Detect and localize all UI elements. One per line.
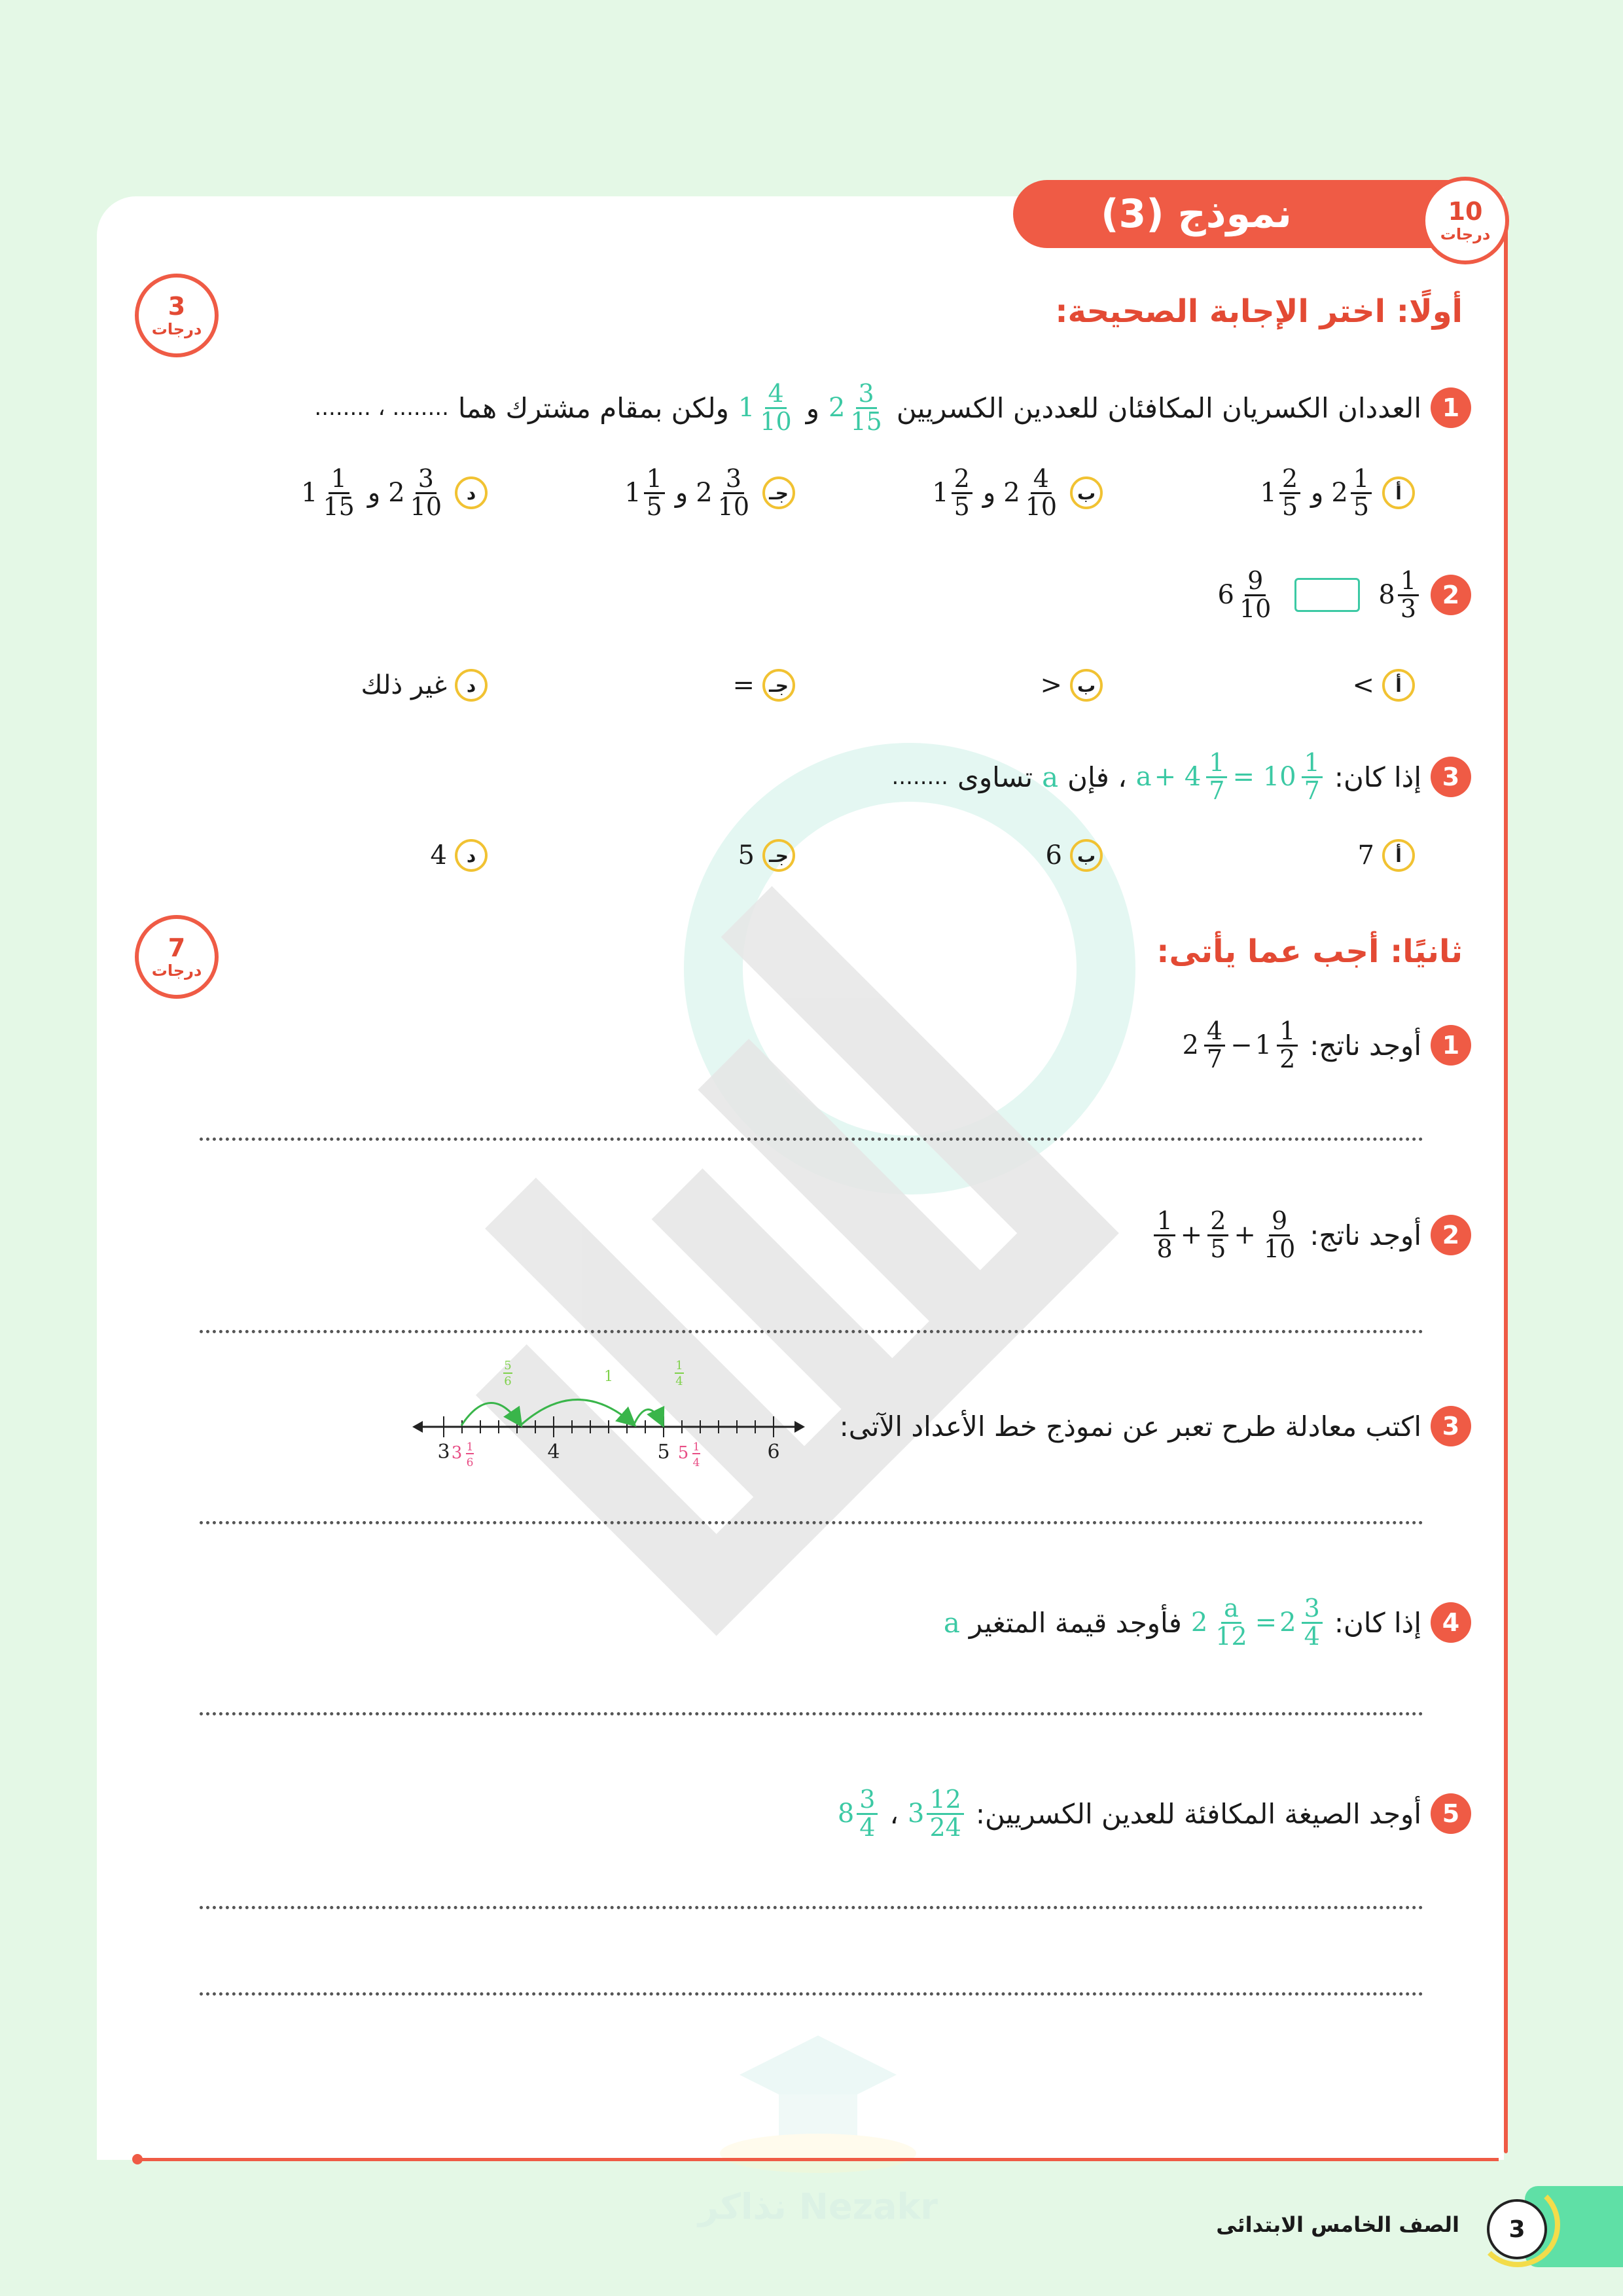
fraction-numerator: 4 (1204, 1018, 1225, 1047)
mixed-whole: 8 (1378, 580, 1395, 611)
jump-label-3-den: 4 (675, 1374, 683, 1388)
mixed-whole: 2 (1003, 478, 1020, 509)
operator: + (1180, 1220, 1203, 1251)
option-letter: د (455, 476, 488, 509)
option-letter: ب (1070, 669, 1103, 702)
s1q2-option-c[interactable] (732, 669, 795, 702)
mixed-whole: 6 (1217, 580, 1234, 611)
fraction (644, 466, 665, 520)
option-letter: جـ (762, 476, 795, 509)
s1q2-option-a[interactable] (1352, 669, 1415, 702)
fraction (757, 381, 794, 435)
option-letter: جـ (762, 669, 795, 702)
page-number: 3 (1487, 2199, 1547, 2259)
question-text: أوجد ناتج: (1310, 1029, 1421, 1062)
fraction-denominator: 5 (954, 492, 970, 521)
fraction (1302, 1596, 1323, 1650)
fraction-numerator: 1 (1154, 1208, 1175, 1236)
fraction-numerator: 1 (1398, 568, 1419, 596)
fraction (321, 466, 357, 520)
fraction-numerator: 1 (329, 466, 349, 494)
footer-grade: الصف الخامس الابتدائى (1216, 2212, 1459, 2237)
page-title: نموذج (3) (1101, 191, 1292, 237)
s1q1-option-a[interactable] (1260, 466, 1415, 520)
fraction (1206, 750, 1227, 804)
fraction (847, 381, 884, 435)
equals-sign: = (1255, 1607, 1277, 1638)
fraction (1261, 1208, 1298, 1263)
fraction-numerator: 3 (416, 466, 437, 494)
fraction (1204, 1018, 1225, 1073)
fraction (1023, 466, 1060, 520)
fraction-numerator: 4 (765, 381, 786, 409)
fraction-denominator: 10 (1025, 492, 1057, 521)
answer-blank: ........ ، ........ (314, 395, 449, 422)
fraction-numerator: 1 (1302, 750, 1323, 778)
mixed-whole: 2 (1182, 1030, 1199, 1061)
fraction-denominator: 10 (410, 492, 442, 521)
jump-arc-2 (520, 1399, 633, 1426)
fraction-denominator: 7 (1209, 776, 1225, 805)
s1-question-3 (891, 750, 1471, 804)
fraction (1351, 466, 1372, 520)
comparison-answer-box[interactable] (1294, 578, 1360, 612)
option-letter: جـ (762, 839, 795, 872)
fraction-numerator: 2 (1207, 1208, 1228, 1236)
answer-line[interactable] (200, 1992, 1423, 1996)
question-number: 3 (1431, 757, 1471, 797)
fraction-numerator: 1 (1206, 750, 1227, 778)
fraction-denominator: 5 (1353, 492, 1369, 521)
option-letter: أ (1382, 669, 1415, 702)
section2-score-badge (135, 915, 219, 999)
fraction-numerator: 9 (1245, 568, 1266, 596)
fraction (857, 1787, 878, 1841)
s1q2-option-d[interactable] (361, 669, 488, 702)
nezakr-logo-watermark (681, 2022, 955, 2238)
mixed-whole: 2 (1190, 1607, 1208, 1638)
fraction-numerator: 4 (1031, 466, 1052, 494)
separator: ، (889, 1797, 899, 1830)
nezakr-logo-text: Nezakr نذاكر (698, 2186, 938, 2227)
s1q3-option-c[interactable] (738, 839, 795, 872)
mixed-whole: 2 (1279, 1607, 1296, 1638)
fraction-numerator: 3 (856, 381, 877, 409)
option-value: > (1352, 670, 1374, 700)
jump-label-1-num: 5 (504, 1359, 512, 1372)
s1q3-option-b[interactable] (1046, 839, 1103, 872)
mixed-number (1260, 466, 1303, 520)
fraction-denominator: 5 (646, 492, 662, 521)
mixed-whole: 3 (908, 1799, 925, 1829)
mixed-whole: 8 (837, 1799, 855, 1829)
jump-label-2: 1 (604, 1369, 613, 1385)
option-letter: ب (1070, 839, 1103, 872)
tick-label-3: 3 (437, 1441, 450, 1463)
watermark-logo (281, 733, 1198, 1715)
fraction-numerator: 1 (1277, 1018, 1298, 1047)
jump-label-3-num: 1 (675, 1359, 683, 1372)
fraction-denominator: 10 (717, 492, 749, 521)
start-label-den: 6 (466, 1456, 474, 1469)
fraction-denominator: 15 (850, 406, 882, 436)
jump-label-1-den: 6 (504, 1374, 512, 1388)
fraction (1207, 1208, 1228, 1263)
question-text: أوجد الصيغة المكافئة للعدين الكسريين: (975, 1797, 1421, 1830)
question-text: اكتب معادلة طرح تعبر عن نموذج خط الأعداد الآتى: (839, 1410, 1421, 1443)
question-number: 5 (1431, 1793, 1471, 1834)
section2-score-value: 7 (168, 933, 186, 962)
fraction-denominator: 5 (1210, 1234, 1226, 1263)
question-number: 3 (1431, 1406, 1471, 1446)
tick-label-6: 6 (767, 1441, 780, 1463)
fraction-numerator: 2 (952, 466, 972, 494)
fraction (715, 466, 752, 520)
answer-line[interactable] (200, 1521, 1423, 1524)
variable: a (1042, 761, 1059, 793)
option-letter: د (455, 669, 488, 702)
and-word: و (982, 478, 996, 509)
fraction-denominator: 3 (1400, 594, 1416, 623)
mixed-whole: 1 (301, 478, 318, 509)
mixed-number (908, 1787, 967, 1841)
s2-question-4 (944, 1596, 1471, 1650)
answer-line[interactable] (200, 1138, 1423, 1141)
fraction (1237, 568, 1274, 622)
section1-score-badge (135, 274, 219, 357)
option-letter: أ (1382, 476, 1415, 509)
fraction-denominator: 5 (1281, 492, 1298, 521)
variable: a (943, 1606, 960, 1639)
mixed-whole: 1 (1260, 478, 1277, 509)
footer-divider (137, 2158, 1499, 2161)
option-letter: ب (1070, 476, 1103, 509)
jump-arc-3 (633, 1409, 662, 1426)
and-word: و (675, 478, 688, 509)
fraction-denominator: 10 (1240, 594, 1272, 623)
jump-arc-1 (461, 1403, 520, 1426)
equation-term: = 10 (1232, 762, 1296, 793)
s2-question-1 (1182, 1018, 1471, 1073)
mixed-whole: 2 (829, 393, 846, 423)
answer-blank: ........ (891, 764, 948, 791)
s2-question-2 (1151, 1208, 1471, 1263)
footer-divider-dot (132, 2154, 143, 2164)
option-value: 6 (1045, 840, 1062, 870)
fraction (927, 1787, 963, 1841)
fraction-denominator: 4 (1304, 1621, 1320, 1651)
mixed-number (1331, 466, 1374, 520)
question-text: إذا كان: (1334, 761, 1421, 793)
option-value: 7 (1357, 840, 1374, 870)
mixed-whole: 1 (932, 478, 949, 509)
mixed-number (301, 466, 360, 520)
expression (1151, 1208, 1300, 1263)
mixed-whole: 2 (388, 478, 405, 509)
answer-line[interactable] (200, 1906, 1423, 1909)
start-label-whole: 3 (451, 1443, 463, 1463)
s2-question-3 (840, 1406, 1471, 1446)
mixed-number (932, 466, 975, 520)
question-text: ولكن بمقام مشترك هما (457, 391, 729, 424)
fraction-denominator: 15 (323, 492, 355, 521)
fraction-numerator: 9 (1269, 1208, 1290, 1236)
answer-line[interactable] (200, 1712, 1423, 1715)
option-value: 5 (738, 840, 755, 870)
section2-title: ثانيًا: أجب عما يأتى: (1156, 933, 1463, 970)
fraction-denominator: 4 (859, 1812, 876, 1842)
option-value: غير ذلك (361, 670, 447, 700)
question-number: 4 (1431, 1602, 1471, 1643)
and-word: و (1311, 478, 1324, 509)
fraction-denominator: 2 (1279, 1044, 1296, 1073)
question-text: ، فإن (1067, 761, 1127, 793)
mixed-number (696, 466, 755, 520)
question-text: أوجد ناتج: (1310, 1219, 1421, 1251)
frame-right-border (1504, 216, 1508, 2153)
fraction-denominator: 10 (1263, 1234, 1296, 1263)
mixed-whole: 1 (1255, 1030, 1272, 1061)
mixed-number (738, 381, 797, 435)
mixed-number (838, 1787, 881, 1841)
option-letter: د (455, 839, 488, 872)
answer-line[interactable] (200, 1330, 1423, 1333)
tick-label-5: 5 (657, 1441, 670, 1463)
section1-score-value: 3 (168, 292, 186, 321)
s1q1-option-b[interactable] (932, 466, 1103, 520)
total-score-value: 10 (1448, 197, 1483, 226)
option-value: 4 (430, 840, 447, 870)
fraction-denominator: 7 (1206, 1044, 1223, 1073)
fraction (1213, 1596, 1249, 1650)
s1q3-option-a[interactable] (1358, 839, 1415, 872)
section1-title: أولًا: اختر الإجابة الصحيحة: (1055, 293, 1463, 330)
fraction-numerator: 2 (1279, 466, 1300, 494)
number-line (406, 1348, 812, 1486)
fraction-numerator: 1 (1351, 466, 1372, 494)
mixed-whole: 1 (738, 393, 755, 423)
start-label-num: 1 (466, 1441, 474, 1454)
question-text: تساوى (957, 761, 1033, 793)
fraction (1154, 1208, 1175, 1263)
fraction (1279, 466, 1300, 520)
fraction-numerator: 3 (1302, 1596, 1323, 1624)
equation (1136, 750, 1325, 804)
fraction (1398, 568, 1419, 622)
mixed-whole: 2 (1331, 478, 1348, 509)
fraction-numerator: a (1221, 1596, 1241, 1624)
mixed-number (1003, 466, 1062, 520)
and-word: و (367, 478, 381, 509)
total-score-unit: درجات (1440, 225, 1491, 243)
and-word: و (806, 391, 820, 424)
question-number: 1 (1431, 387, 1471, 428)
fraction-denominator: 10 (760, 406, 792, 436)
mixed-number (1378, 568, 1421, 622)
end-label-den: 4 (692, 1456, 700, 1469)
s1q2-option-b[interactable] (1040, 669, 1103, 702)
fraction (408, 466, 444, 520)
fraction-denominator: 24 (929, 1812, 961, 1842)
question-number: 1 (1431, 1025, 1471, 1066)
fraction-numerator: 3 (857, 1787, 878, 1815)
fraction-denominator: 8 (1156, 1234, 1173, 1263)
s1q3-option-d[interactable] (431, 839, 488, 872)
fraction-numerator: 3 (723, 466, 744, 494)
fraction (1277, 1018, 1298, 1073)
left-arrowhead-icon (412, 1421, 423, 1433)
fraction (1302, 750, 1323, 804)
fraction-numerator: 1 (644, 466, 665, 494)
expression (1182, 1018, 1300, 1073)
section2-score-unit: درجات (151, 961, 202, 980)
total-score-badge (1421, 177, 1509, 264)
equation (1191, 1596, 1325, 1650)
right-arrowhead-icon (794, 1421, 805, 1433)
mixed-number (388, 466, 447, 520)
s1q1-option-c[interactable] (624, 466, 795, 520)
question-text: إذا كان: (1334, 1606, 1421, 1639)
s1-question-1 (314, 381, 1471, 435)
mixed-number (624, 466, 668, 520)
fraction (952, 466, 972, 520)
operator: + (1234, 1220, 1256, 1251)
mixed-number (1218, 568, 1277, 622)
fraction-numerator: 12 (927, 1787, 963, 1815)
option-letter: أ (1382, 839, 1415, 872)
mixed-whole: 2 (696, 478, 713, 509)
question-number: 2 (1431, 575, 1471, 615)
s1-question-2 (1218, 568, 1471, 622)
operator: − (1230, 1030, 1253, 1061)
option-value: < (1040, 670, 1062, 700)
question-text: العددان الكسريان المكافئان للعددين الكسريين (896, 391, 1421, 424)
end-label-num: 1 (692, 1441, 700, 1454)
equation-variable: a (1135, 762, 1152, 793)
tick-label-4: 4 (547, 1441, 560, 1463)
question-text: فأوجد قيمة المتغير (969, 1606, 1182, 1639)
fraction-denominator: 12 (1215, 1621, 1247, 1651)
mixed-whole: 1 (624, 478, 641, 509)
option-value: = (732, 670, 755, 700)
end-label-whole: 5 (677, 1443, 689, 1463)
s2-question-5 (838, 1787, 1471, 1841)
fraction-denominator: 7 (1304, 776, 1320, 805)
question-number: 2 (1431, 1215, 1471, 1255)
page-title-bar (1013, 180, 1458, 248)
section1-score-unit: درجات (151, 320, 202, 338)
s1q1-option-d[interactable] (301, 466, 488, 520)
equation-term: + 4 (1154, 762, 1202, 793)
mixed-number (829, 381, 887, 435)
